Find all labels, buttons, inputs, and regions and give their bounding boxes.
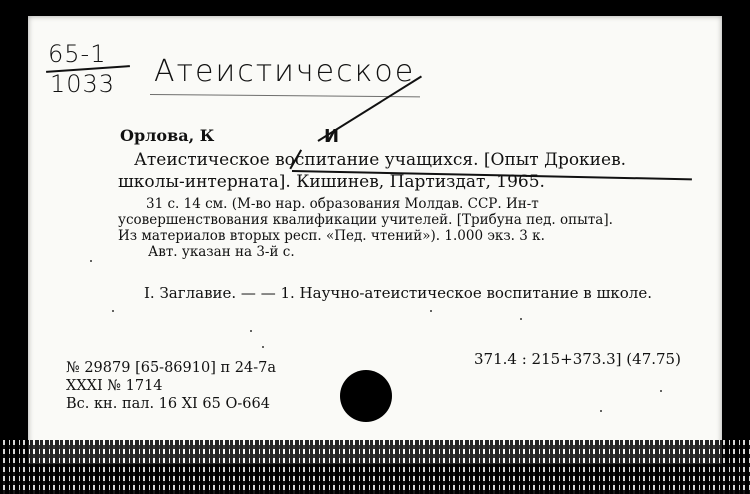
title-line-1: Атеистическое воспитание учащихся. [Опыт Дрокиев. — [134, 150, 627, 170]
footer-line-1: № 29879 [65-86910] п 24-7а — [66, 360, 276, 376]
scan-edge-noise — [0, 440, 750, 494]
footer-line-2: XXXI № 1714 — [66, 378, 163, 394]
dust-speck — [250, 330, 252, 332]
dust-speck — [90, 260, 92, 262]
classification-number: 371.4 : 215+373.3] (47.75) — [474, 350, 681, 368]
footer-line-3: Вс. кн. пал. 16 XI 65 О-664 — [66, 396, 270, 412]
series-line-3: Из материалов вторых респ. «Пед. чтений»). 1.000 экз. 3 к. — [118, 228, 545, 244]
collation-line: 31 с. 14 см. (М-во нар. образования Молдав. ССР. Ин-т — [146, 196, 539, 212]
title-line-2: школы-интерната]. Кишинев, Партиздат, 1965. — [118, 172, 545, 192]
punch-hole — [340, 370, 392, 422]
author-note: Авт. указан на 3-й с. — [148, 244, 295, 260]
dust-speck — [600, 410, 602, 412]
author-name: Орлова, К — [120, 126, 215, 145]
series-line-2: усовершенствования квалификации учителей. [Трибуна пед. опыта]. — [118, 212, 613, 228]
subject-tracing: I. Заглавие. — — 1. Научно-атеистическое воспитание в школе. — [144, 284, 652, 302]
handwritten-shelf-mark-bottom: 1033 — [50, 70, 116, 98]
handwritten-subject-heading: Атеистическое — [154, 54, 416, 89]
dust-speck — [430, 310, 432, 312]
author-mark: И — [324, 126, 340, 147]
handwritten-shelf-mark-top: 65-1 — [48, 40, 107, 68]
dust-speck — [660, 390, 662, 392]
dust-speck — [262, 346, 264, 348]
dust-speck — [520, 318, 522, 320]
dust-speck — [112, 310, 114, 312]
